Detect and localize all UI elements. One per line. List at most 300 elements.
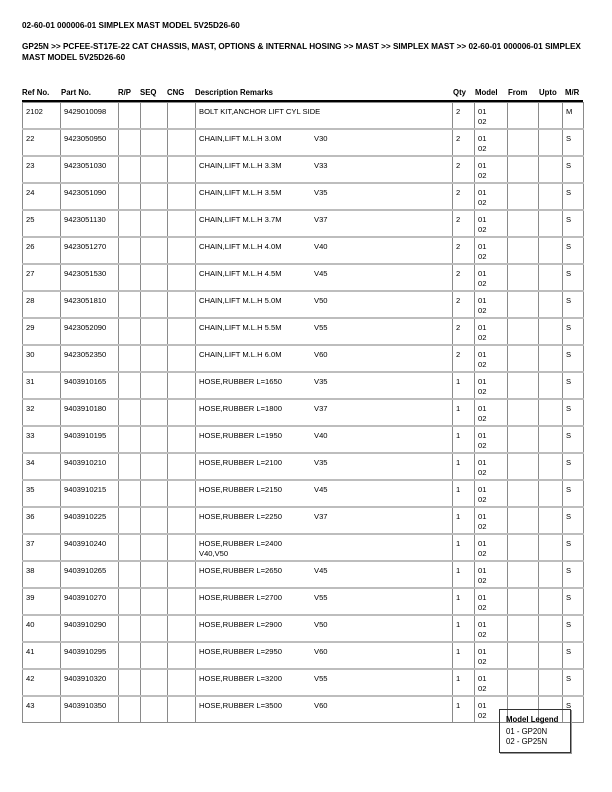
- model-code: 02: [478, 440, 487, 450]
- model-code: 02: [478, 305, 487, 315]
- header-seq: SEQ: [140, 88, 157, 97]
- table-row: [23, 399, 584, 426]
- description-text: HOSE,RUBBER L=1800: [199, 404, 282, 413]
- upto-cell: [539, 103, 563, 130]
- model-cell: [475, 183, 508, 210]
- seq-cell: [141, 615, 168, 642]
- mr-cell: S: [563, 480, 584, 507]
- part-no-cell: 9403910240: [61, 534, 119, 561]
- mr-cell: S: [563, 291, 584, 318]
- qty-cell: 1: [453, 399, 475, 426]
- ref-no-cell: 28: [23, 291, 61, 318]
- description-cell: [196, 615, 453, 642]
- mr-cell: S: [563, 264, 584, 291]
- part-no-cell: 9423052090: [61, 318, 119, 345]
- ref-no-cell: 39: [23, 588, 61, 615]
- from-cell: [508, 588, 539, 615]
- rp-cell: [119, 237, 141, 264]
- seq-cell: [141, 264, 168, 291]
- model-code: 01: [478, 701, 487, 710]
- part-no-cell: 9403910225: [61, 507, 119, 534]
- page-title: 02-60-01 000006-01 SIMPLEX MAST MODEL 5V25D26-60: [22, 21, 240, 30]
- part-no-cell: 9423051030: [61, 156, 119, 183]
- seq-cell: [141, 372, 168, 399]
- qty-cell: 1: [453, 453, 475, 480]
- remark-text: V37: [314, 215, 328, 224]
- qty-cell: 2: [453, 183, 475, 210]
- model-cell: [475, 210, 508, 237]
- seq-cell: [141, 237, 168, 264]
- table-row: [23, 615, 584, 642]
- seq-cell: [141, 210, 168, 237]
- model-code: 01: [478, 647, 487, 656]
- seq-cell: [141, 318, 168, 345]
- description-text: BOLT KIT,ANCHOR LIFT CYL SIDE: [199, 107, 321, 116]
- rp-cell: [119, 669, 141, 696]
- header-from: From: [508, 88, 528, 97]
- description-cell: [196, 183, 453, 210]
- rp-cell: [119, 507, 141, 534]
- ref-no-cell: 38: [23, 561, 61, 588]
- remark-text: V55: [314, 323, 328, 332]
- description-text: HOSE,RUBBER L=3200: [199, 674, 282, 683]
- mr-cell: S: [563, 669, 584, 696]
- cng-cell: [168, 237, 196, 264]
- model-code: 01: [478, 350, 487, 359]
- mr-cell: S: [563, 129, 584, 156]
- table-row: [23, 291, 584, 318]
- upto-cell: [539, 507, 563, 534]
- remark-text: V30: [314, 134, 328, 143]
- table-row: [23, 588, 584, 615]
- ref-no-cell: 42: [23, 669, 61, 696]
- part-no-cell: 9423050950: [61, 129, 119, 156]
- part-no-cell: 9423051090: [61, 183, 119, 210]
- remark-text: V35: [314, 377, 328, 386]
- part-no-cell: 9423051530: [61, 264, 119, 291]
- description-text: HOSE,RUBBER L=3500: [199, 701, 282, 710]
- header-mr: M/R: [565, 88, 580, 97]
- table-row: [23, 453, 584, 480]
- remark-text: V45: [314, 566, 328, 575]
- cng-cell: [168, 507, 196, 534]
- header-model: Model: [475, 88, 498, 97]
- mr-cell: S: [563, 561, 584, 588]
- mr-cell: S: [563, 588, 584, 615]
- model-cell: [475, 156, 508, 183]
- from-cell: [508, 103, 539, 130]
- model-code: 02: [478, 494, 487, 504]
- model-cell: [475, 588, 508, 615]
- table-row: [23, 426, 584, 453]
- cng-cell: [168, 426, 196, 453]
- model-code: 01: [478, 485, 487, 494]
- table-row: [23, 642, 584, 669]
- mr-cell: S: [563, 453, 584, 480]
- model-code: 01: [478, 161, 487, 170]
- table-row: [23, 156, 584, 183]
- model-code: 02: [478, 251, 487, 261]
- remark-text: V50: [314, 296, 328, 305]
- description-cell: [196, 264, 453, 291]
- seq-cell: [141, 156, 168, 183]
- mr-cell: S: [563, 696, 584, 723]
- cng-cell: [168, 642, 196, 669]
- qty-cell: 1: [453, 669, 475, 696]
- ref-no-cell: 22: [23, 129, 61, 156]
- rp-cell: [119, 615, 141, 642]
- description-cell: [196, 156, 453, 183]
- cng-cell: [168, 534, 196, 561]
- cng-cell: [168, 318, 196, 345]
- upto-cell: [539, 291, 563, 318]
- upto-cell: [539, 669, 563, 696]
- seq-cell: [141, 507, 168, 534]
- ref-no-cell: 43: [23, 696, 61, 723]
- model-cell: [475, 264, 508, 291]
- part-no-cell: 9423051810: [61, 291, 119, 318]
- remark-text: V45: [314, 269, 328, 278]
- seq-cell: [141, 183, 168, 210]
- part-no-cell: 9403910320: [61, 669, 119, 696]
- model-code: 02: [478, 170, 487, 180]
- cng-cell: [168, 264, 196, 291]
- part-no-cell: 9423051270: [61, 237, 119, 264]
- table-header: [22, 88, 592, 100]
- model-code: 02: [478, 629, 487, 639]
- seq-cell: [141, 399, 168, 426]
- upto-cell: [539, 480, 563, 507]
- part-no-cell: 9403910210: [61, 453, 119, 480]
- description-text: CHAIN,LIFT M.L.H 5.5M: [199, 323, 282, 332]
- cng-cell: [168, 561, 196, 588]
- model-code: 02: [478, 683, 487, 693]
- model-cell: [475, 129, 508, 156]
- model-cell: [475, 345, 508, 372]
- upto-cell: [539, 318, 563, 345]
- ref-no-cell: 27: [23, 264, 61, 291]
- description-cell: [196, 210, 453, 237]
- ref-no-cell: 24: [23, 183, 61, 210]
- model-code: 02: [478, 386, 487, 396]
- model-code: 02: [478, 278, 487, 288]
- ref-no-cell: 29: [23, 318, 61, 345]
- model-code: 02: [478, 521, 487, 531]
- model-code: 01: [478, 242, 487, 251]
- table-row: [23, 183, 584, 210]
- remark-text: V50: [314, 620, 328, 629]
- qty-cell: 2: [453, 345, 475, 372]
- mr-cell: S: [563, 426, 584, 453]
- seq-cell: [141, 534, 168, 561]
- qty-cell: 1: [453, 372, 475, 399]
- from-cell: [508, 534, 539, 561]
- cng-cell: [168, 210, 196, 237]
- qty-cell: 1: [453, 426, 475, 453]
- cng-cell: [168, 156, 196, 183]
- description-cell: [196, 318, 453, 345]
- qty-cell: 2: [453, 103, 475, 130]
- seq-cell: [141, 103, 168, 130]
- rp-cell: [119, 480, 141, 507]
- description-cell: [196, 588, 453, 615]
- legend-title: Model Legend: [506, 715, 559, 724]
- rp-cell: [119, 696, 141, 723]
- description-cell: [196, 103, 453, 130]
- qty-cell: 2: [453, 291, 475, 318]
- mr-cell: S: [563, 183, 584, 210]
- from-cell: [508, 453, 539, 480]
- header-ref-no: Ref No.: [22, 88, 50, 97]
- rp-cell: [119, 345, 141, 372]
- table-row: [23, 264, 584, 291]
- model-cell: [475, 237, 508, 264]
- ref-no-cell: 25: [23, 210, 61, 237]
- from-cell: [508, 615, 539, 642]
- description-text: CHAIN,LIFT M.L.H 4.5M: [199, 269, 282, 278]
- model-code: 02: [478, 575, 487, 585]
- rp-cell: [119, 372, 141, 399]
- ref-no-cell: 32: [23, 399, 61, 426]
- description-text: CHAIN,LIFT M.L.H 3.0M: [199, 134, 282, 143]
- description-cell: [196, 129, 453, 156]
- model-code: 02: [478, 710, 487, 720]
- qty-cell: 2: [453, 264, 475, 291]
- cng-cell: [168, 696, 196, 723]
- description-cell: [196, 507, 453, 534]
- upto-cell: [539, 453, 563, 480]
- model-code: 01: [478, 188, 487, 197]
- seq-cell: [141, 480, 168, 507]
- table-row: [23, 561, 584, 588]
- from-cell: [508, 318, 539, 345]
- from-cell: [508, 399, 539, 426]
- qty-cell: 1: [453, 615, 475, 642]
- model-code: 01: [478, 431, 487, 440]
- ref-no-cell: 2102: [23, 103, 61, 130]
- mr-cell: S: [563, 345, 584, 372]
- model-cell: [475, 642, 508, 669]
- ref-no-cell: 41: [23, 642, 61, 669]
- header-cng: CNG: [167, 88, 185, 97]
- description-text: HOSE,RUBBER L=1950: [199, 431, 282, 440]
- cng-cell: [168, 129, 196, 156]
- from-cell: [508, 561, 539, 588]
- model-cell: [475, 507, 508, 534]
- header-rp: R/P: [118, 88, 131, 97]
- upto-cell: [539, 426, 563, 453]
- mr-cell: S: [563, 210, 584, 237]
- from-cell: [508, 291, 539, 318]
- part-no-cell: 9403910270: [61, 588, 119, 615]
- part-no-cell: 9423052350: [61, 345, 119, 372]
- part-no-cell: 9403910350: [61, 696, 119, 723]
- cng-cell: [168, 480, 196, 507]
- header-part-no: Part No.: [61, 88, 91, 97]
- model-code: 02: [478, 197, 487, 207]
- mr-cell: S: [563, 507, 584, 534]
- table-row: [23, 372, 584, 399]
- part-no-cell: 9403910295: [61, 642, 119, 669]
- cng-cell: [168, 103, 196, 130]
- from-cell: [508, 426, 539, 453]
- description-cell: [196, 561, 453, 588]
- model-code: 02: [478, 143, 487, 153]
- seq-cell: [141, 426, 168, 453]
- description-cell: [196, 399, 453, 426]
- parts-table: [22, 102, 584, 723]
- part-no-cell: 9429010098: [61, 103, 119, 130]
- remark-text: V37: [314, 404, 328, 413]
- upto-cell: [539, 588, 563, 615]
- qty-cell: 1: [453, 507, 475, 534]
- qty-cell: 1: [453, 561, 475, 588]
- cng-cell: [168, 183, 196, 210]
- model-code: 01: [478, 269, 487, 278]
- qty-cell: 2: [453, 129, 475, 156]
- model-code: 01: [478, 458, 487, 467]
- qty-cell: 1: [453, 642, 475, 669]
- model-code: 01: [478, 593, 487, 602]
- remark-text: V45: [314, 485, 328, 494]
- model-code: 02: [478, 467, 487, 477]
- model-code: 01: [478, 512, 487, 521]
- model-code: 02: [478, 602, 487, 612]
- remark-text: V40,V50: [199, 548, 229, 558]
- model-code: 01: [478, 107, 487, 116]
- mr-cell: S: [563, 642, 584, 669]
- ref-no-cell: 36: [23, 507, 61, 534]
- remark-text: V60: [314, 647, 328, 656]
- table-row: [23, 210, 584, 237]
- model-code: 01: [478, 134, 487, 143]
- rp-cell: [119, 318, 141, 345]
- model-legend: [499, 709, 571, 753]
- from-cell: [508, 642, 539, 669]
- rp-cell: [119, 561, 141, 588]
- table-row: [23, 237, 584, 264]
- rp-cell: [119, 210, 141, 237]
- seq-cell: [141, 345, 168, 372]
- description-cell: [196, 372, 453, 399]
- seq-cell: [141, 669, 168, 696]
- model-code: 01: [478, 674, 487, 683]
- cng-cell: [168, 372, 196, 399]
- model-cell: [475, 615, 508, 642]
- upto-cell: [539, 210, 563, 237]
- qty-cell: 1: [453, 588, 475, 615]
- rp-cell: [119, 129, 141, 156]
- remark-text: V33: [314, 161, 328, 170]
- part-no-cell: 9403910165: [61, 372, 119, 399]
- qty-cell: 2: [453, 318, 475, 345]
- header-upto: Upto: [539, 88, 557, 97]
- qty-cell: 2: [453, 210, 475, 237]
- rp-cell: [119, 291, 141, 318]
- qty-cell: 1: [453, 534, 475, 561]
- model-cell: [475, 318, 508, 345]
- table-row: [23, 534, 584, 561]
- qty-cell: 1: [453, 480, 475, 507]
- model-code: 01: [478, 539, 487, 548]
- remark-text: V55: [314, 593, 328, 602]
- seq-cell: [141, 561, 168, 588]
- description-text: HOSE,RUBBER L=2900: [199, 620, 282, 629]
- model-cell: [475, 480, 508, 507]
- mr-cell: S: [563, 615, 584, 642]
- model-code: 01: [478, 404, 487, 413]
- from-cell: [508, 156, 539, 183]
- legend-item: 02 - GP25N: [506, 736, 548, 746]
- description-text: HOSE,RUBBER L=2400: [199, 539, 282, 548]
- from-cell: [508, 345, 539, 372]
- ref-no-cell: 40: [23, 615, 61, 642]
- from-cell: [508, 129, 539, 156]
- model-cell: [475, 372, 508, 399]
- qty-cell: 2: [453, 237, 475, 264]
- header-description: Description Remarks: [195, 88, 273, 97]
- description-text: CHAIN,LIFT M.L.H 3.3M: [199, 161, 282, 170]
- seq-cell: [141, 696, 168, 723]
- rp-cell: [119, 642, 141, 669]
- model-cell: [475, 426, 508, 453]
- ref-no-cell: 31: [23, 372, 61, 399]
- table-row: [23, 669, 584, 696]
- from-cell: [508, 264, 539, 291]
- model-cell: [475, 669, 508, 696]
- mr-cell: S: [563, 534, 584, 561]
- description-text: HOSE,RUBBER L=2150: [199, 485, 282, 494]
- rp-cell: [119, 534, 141, 561]
- mr-cell: S: [563, 156, 584, 183]
- upto-cell: [539, 129, 563, 156]
- model-code: 02: [478, 548, 487, 558]
- table-row: [23, 318, 584, 345]
- upto-cell: [539, 399, 563, 426]
- seq-cell: [141, 291, 168, 318]
- upto-cell: [539, 372, 563, 399]
- model-code: 01: [478, 377, 487, 386]
- model-cell: [475, 453, 508, 480]
- model-cell: [475, 561, 508, 588]
- remark-text: V60: [314, 350, 328, 359]
- part-no-cell: 9403910265: [61, 561, 119, 588]
- model-cell: [475, 103, 508, 130]
- model-code: 02: [478, 116, 487, 126]
- upto-cell: [539, 345, 563, 372]
- rp-cell: [119, 399, 141, 426]
- upto-cell: [539, 534, 563, 561]
- cng-cell: [168, 615, 196, 642]
- mr-cell: S: [563, 372, 584, 399]
- table-row: [23, 345, 584, 372]
- description-cell: [196, 453, 453, 480]
- from-cell: [508, 372, 539, 399]
- description-text: CHAIN,LIFT M.L.H 3.7M: [199, 215, 282, 224]
- table-row: [23, 507, 584, 534]
- remark-text: V35: [314, 188, 328, 197]
- mr-cell: M: [563, 103, 584, 130]
- description-cell: [196, 426, 453, 453]
- mr-cell: S: [563, 399, 584, 426]
- rp-cell: [119, 264, 141, 291]
- model-cell: [475, 399, 508, 426]
- qty-cell: 1: [453, 696, 475, 723]
- model-cell: [475, 291, 508, 318]
- part-no-cell: 9403910215: [61, 480, 119, 507]
- rp-cell: [119, 453, 141, 480]
- table-row: [23, 480, 584, 507]
